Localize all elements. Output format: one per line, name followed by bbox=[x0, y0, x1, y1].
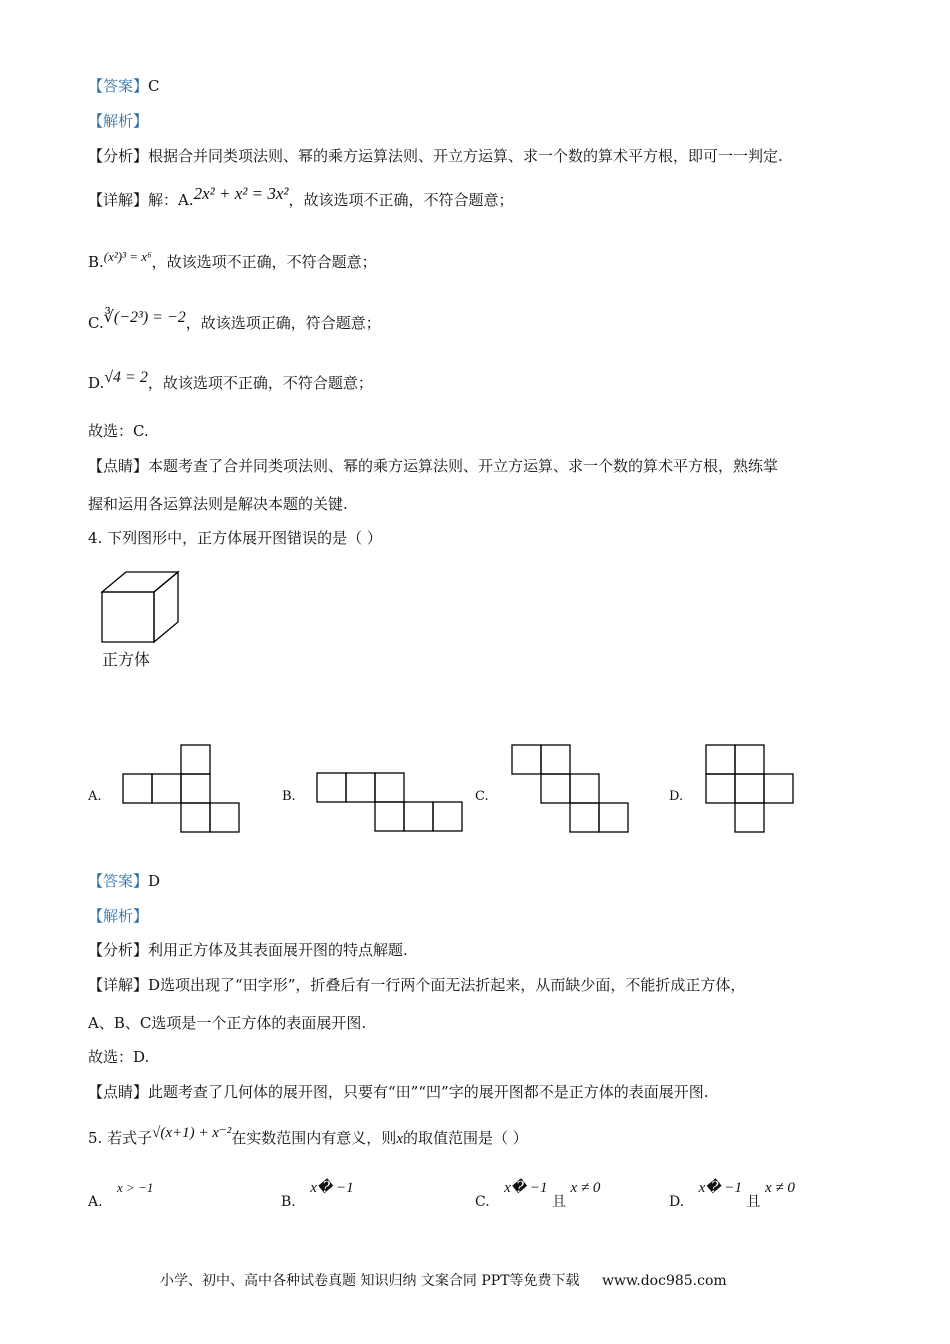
answer-line-q4 bbox=[88, 871, 160, 891]
answer-tag: 【答案】 bbox=[88, 872, 149, 890]
q5-option-a bbox=[88, 1178, 154, 1210]
footer-url[interactable]: www.doc985.com bbox=[601, 1273, 727, 1289]
answer-value: D bbox=[148, 872, 161, 890]
choice-q3: 故选：C. bbox=[88, 422, 149, 440]
detail-tag: 【详解】 bbox=[88, 191, 149, 209]
answer-tag: 【答案】 bbox=[88, 77, 149, 95]
stem-pre: 5. 若式子 bbox=[88, 1129, 153, 1147]
analysis-heading-q4 bbox=[88, 906, 148, 926]
text-a: ，故该选项不正确，不符合题意； bbox=[288, 191, 514, 209]
fenxi-tag: 【分析】 bbox=[88, 147, 149, 165]
label-d: D. bbox=[88, 374, 105, 392]
cube-side-face bbox=[154, 572, 178, 642]
option-c-label: C. bbox=[475, 789, 489, 804]
cube-caption: 正方体 bbox=[102, 650, 151, 669]
expr-a: 2x² + x² = 3x² bbox=[193, 184, 289, 203]
question-4-stem: 4. 下列图形中，正方体展开图错误的是（ ） bbox=[88, 529, 382, 547]
fenxi-line-q4 bbox=[88, 940, 408, 960]
cube-figure bbox=[100, 570, 182, 645]
label-b: B. bbox=[88, 253, 104, 271]
stem-end: 的取值范围是（ ） bbox=[402, 1129, 528, 1147]
comment-line2-q3: 握和运用各运算法则是解决本题的关键. bbox=[88, 495, 348, 513]
stem-var: x bbox=[396, 1131, 403, 1147]
fenxi-line-q3 bbox=[88, 146, 783, 166]
q5-option-b-label: B. bbox=[281, 1194, 296, 1210]
page-footer bbox=[160, 1270, 727, 1290]
q5-option-b-expr: x� −1 bbox=[310, 1180, 354, 1196]
detail-line-c bbox=[88, 309, 381, 334]
expr-d: √4 = 2 bbox=[104, 369, 148, 386]
q5-option-c-label: C. bbox=[475, 1194, 490, 1210]
comment-text: 此题考查了几何体的展开图，只要有“田”“凹”字的展开图都不是正方体的表面展开图. bbox=[148, 1083, 709, 1101]
q5-option-c-and: 且 bbox=[552, 1194, 566, 1210]
text-d: ，故该选项不正确，不符合题意； bbox=[147, 374, 373, 392]
question-5-stem bbox=[88, 1125, 528, 1149]
detail-line2-q4: A、B、C选项是一个正方体的表面展开图. bbox=[88, 1014, 367, 1032]
option-d-label: D. bbox=[669, 789, 684, 804]
q5-option-b bbox=[281, 1178, 354, 1210]
comment-text1: 本题考查了合并同类项法则、幂的乘方运算法则、开立方运算、求一个数的算术平方根，熟练掌 bbox=[148, 457, 779, 475]
q5-option-d-expr2: x ≠ 0 bbox=[764, 1180, 795, 1196]
comment-tag: 【点睛】 bbox=[88, 1083, 149, 1101]
q5-option-a-expr: x > −1 bbox=[117, 1180, 154, 1195]
detail-line-q4 bbox=[88, 975, 745, 995]
net-d bbox=[706, 745, 798, 835]
comment-line1-q3 bbox=[88, 456, 778, 476]
net-c bbox=[512, 745, 632, 835]
answer-value: C bbox=[148, 77, 160, 95]
option-a-label: A. bbox=[88, 789, 102, 804]
q5-option-d-label: D. bbox=[669, 1194, 685, 1210]
detail-line-a bbox=[88, 184, 514, 210]
stem-expr: √(x+1) + x⁻² bbox=[152, 1125, 232, 1141]
text-c: ，故该选项正确，符合题意； bbox=[185, 314, 381, 332]
fenxi-text: 根据合并同类项法则、幂的乘方运算法则、开立方运算、求一个数的算术平方根，即可一一判定. bbox=[148, 147, 783, 165]
detail-text: D选项出现了“田字形”，折叠后有一行两个面无法折起来，从而缺少面，不能折成正方体， bbox=[148, 976, 746, 994]
q5-option-c-expr2: x ≠ 0 bbox=[570, 1180, 601, 1196]
text-b: ，故该选项不正确，不符合题意； bbox=[151, 253, 377, 271]
comment-tag: 【点睛】 bbox=[88, 457, 149, 475]
q5-option-d bbox=[669, 1178, 795, 1210]
comment-line-q4 bbox=[88, 1082, 708, 1102]
analysis-tag: 【解析】 bbox=[88, 112, 149, 130]
footer-text: 小学、初中、高中各种试卷真题 知识归纳 文案合同 PPT等免费下载 bbox=[160, 1273, 580, 1289]
expr-c: ∛(−2³) = −2 bbox=[103, 309, 186, 326]
q5-option-d-expr: x� −1 bbox=[698, 1180, 743, 1196]
q5-option-a-label: A. bbox=[88, 1194, 103, 1210]
detail-intro: 解：A. bbox=[148, 191, 194, 209]
analysis-heading-q3 bbox=[88, 111, 148, 131]
detail-tag: 【详解】 bbox=[88, 976, 149, 994]
label-c: C. bbox=[88, 314, 104, 332]
fenxi-text: 利用正方体及其表面展开图的特点解题. bbox=[148, 941, 408, 959]
fenxi-tag: 【分析】 bbox=[88, 941, 149, 959]
cube-front-face bbox=[102, 592, 154, 642]
choice-q4: 故选：D. bbox=[88, 1048, 150, 1066]
q5-option-c-expr: x� −1 bbox=[504, 1180, 548, 1196]
stem-post: 在实数范围内有意义，则 bbox=[231, 1129, 397, 1147]
analysis-tag: 【解析】 bbox=[88, 907, 149, 925]
option-b-label: B. bbox=[282, 789, 296, 804]
detail-line-b bbox=[88, 249, 377, 273]
answer-line-q3 bbox=[88, 76, 160, 96]
q5-option-c bbox=[475, 1178, 601, 1210]
q5-option-d-and: 且 bbox=[746, 1194, 761, 1210]
net-b bbox=[317, 773, 467, 835]
expr-b: (x²)³ = x⁶ bbox=[103, 249, 152, 264]
net-a bbox=[123, 745, 243, 835]
detail-line-d bbox=[88, 369, 373, 394]
